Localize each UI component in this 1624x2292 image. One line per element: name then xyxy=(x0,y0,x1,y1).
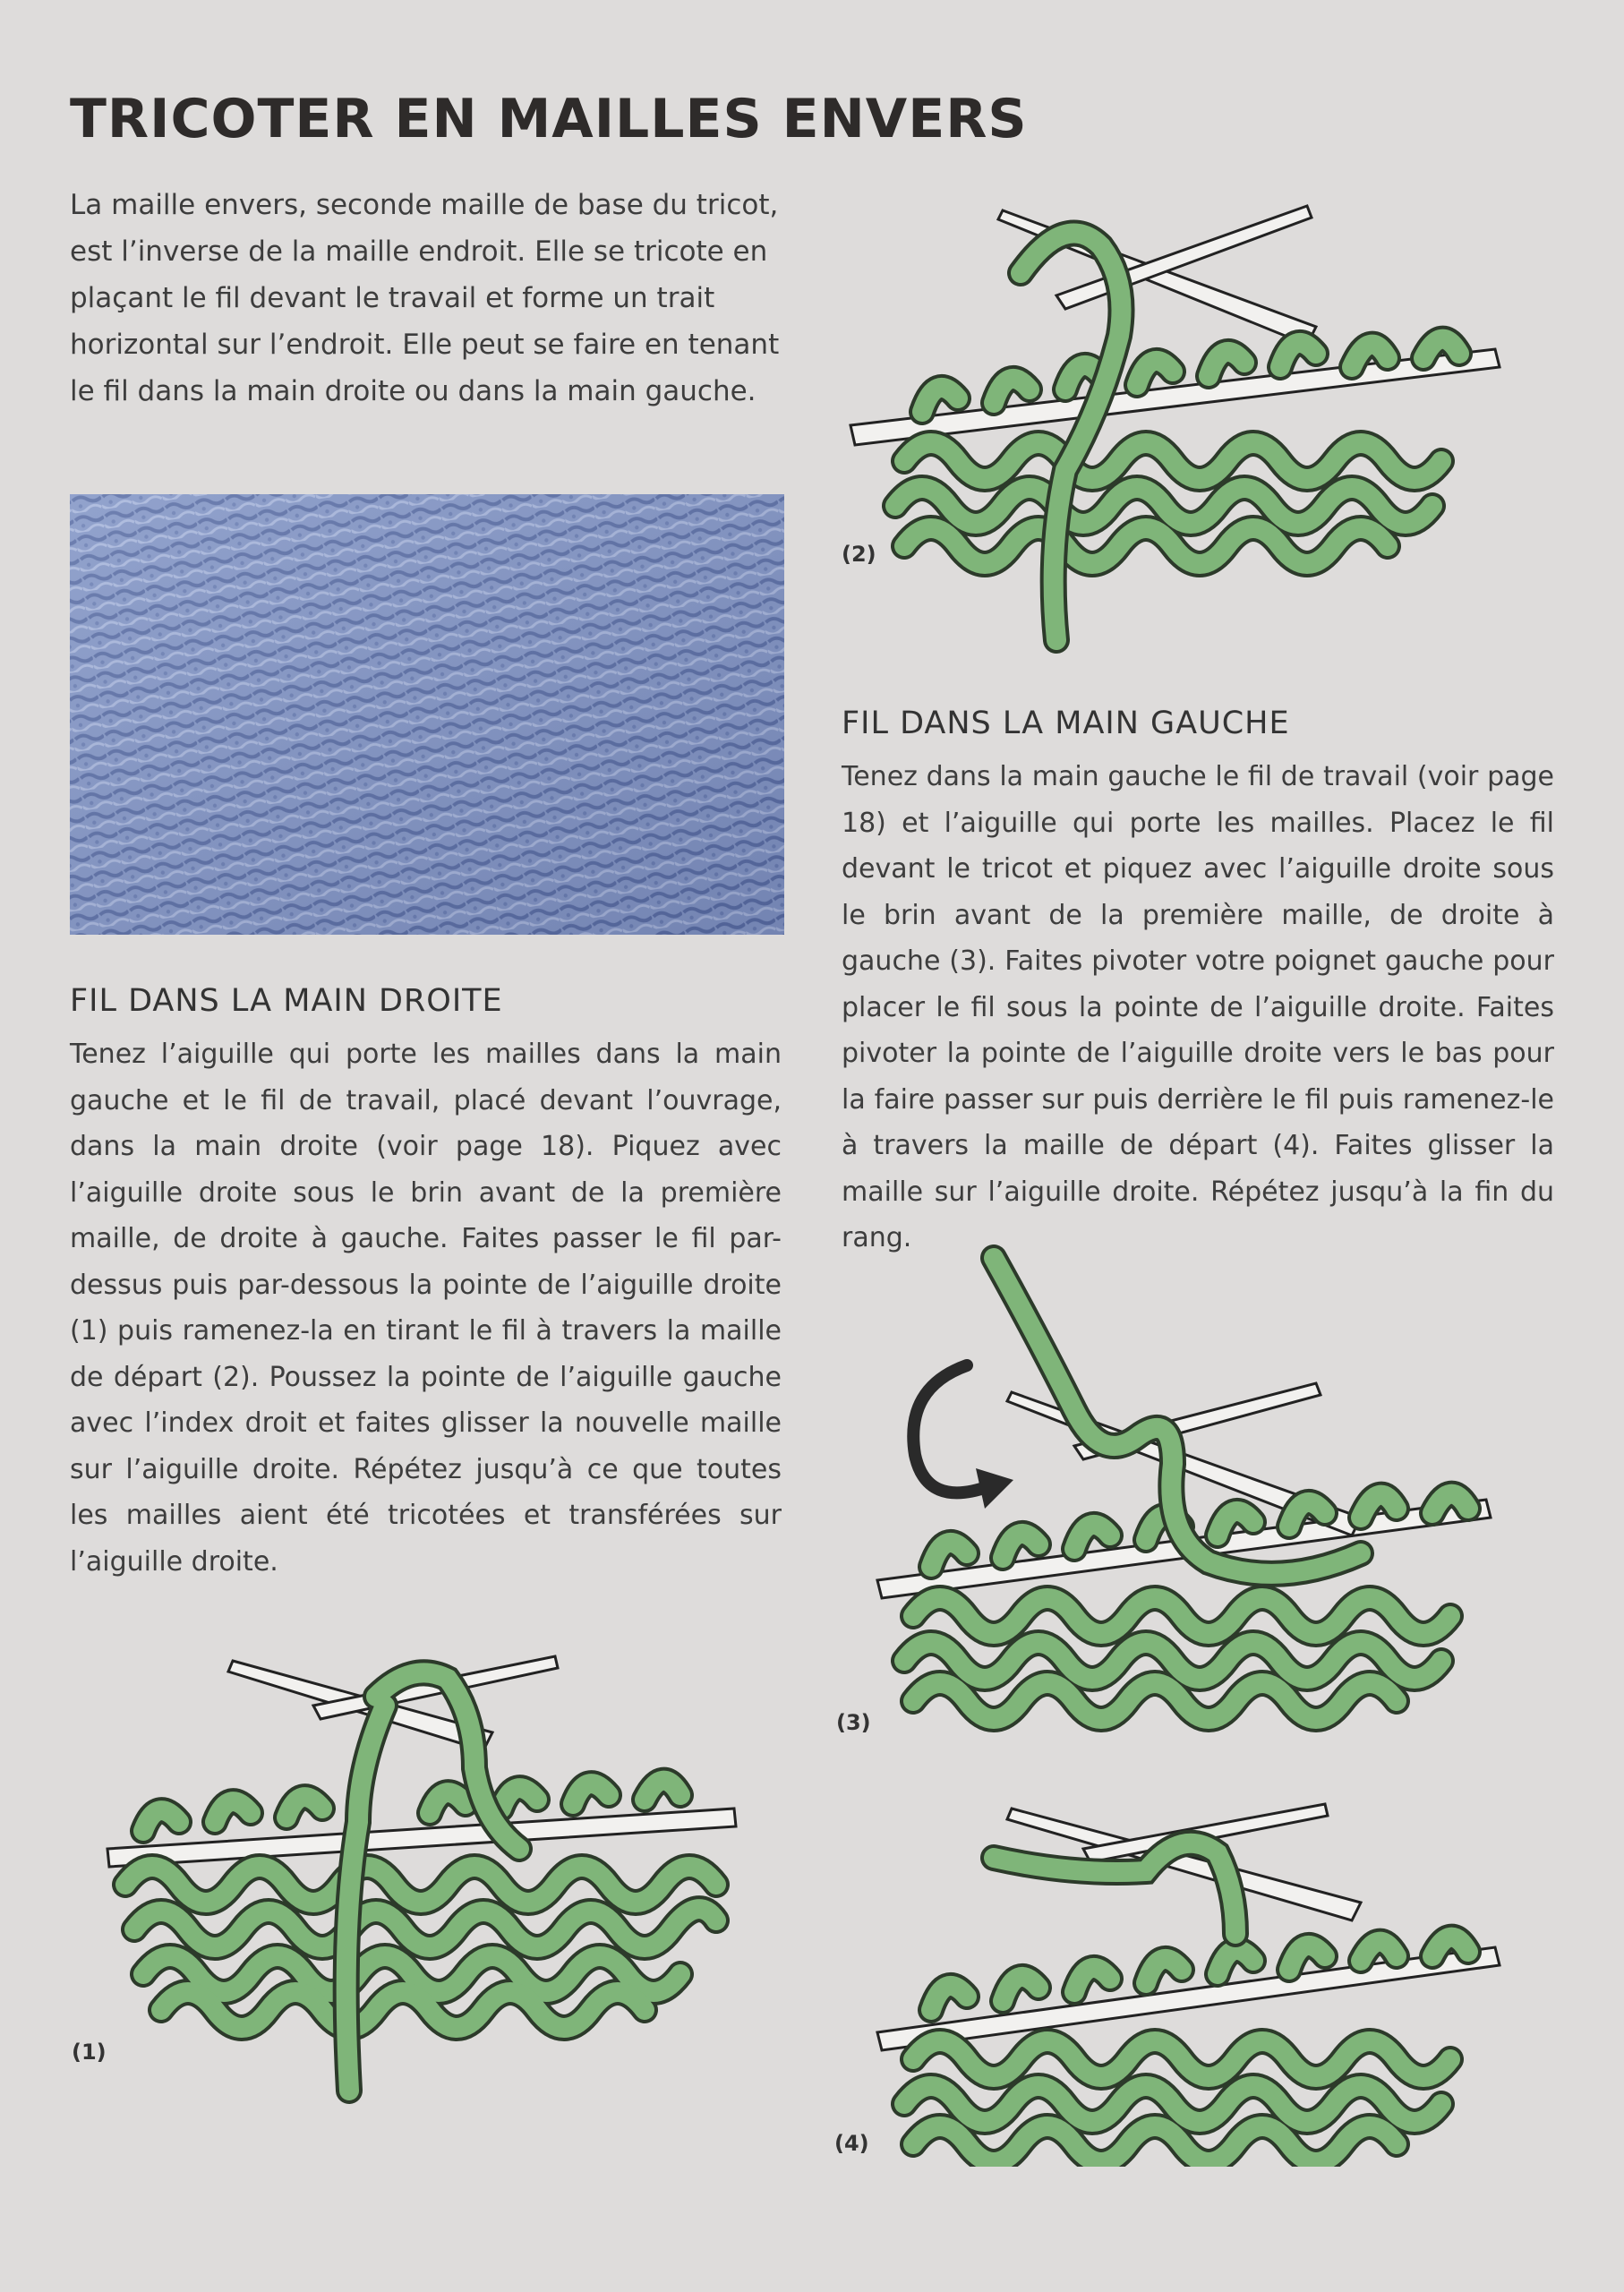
figure-2-label: (2) xyxy=(842,542,876,567)
text-right-hand: Tenez l’aiguille qui porte les mailles dans la main gauche et le fil de travail, placé devant l’ouvrage, dans la main droite (voir page 18). Piquez avec l’aiguille droite sous le brin avant de la première maille, de droite à gauche. Faites passer le fil par-dessus puis par-dessous la pointe de l’aiguille droite (1) puis ramenez-la en tirant le fil à travers la maille de départ (2). Poussez la pointe de l’aiguille gauche avec l’index droit et faites glisser la nouvelle maille sur l’aiguille droite. Répétez jusqu’à ce que toutes les mailles aient été tricotées et transférées sur l’aiguille droite. xyxy=(70,1039,782,1578)
page-title: TRICOTER EN MAILLES ENVERS xyxy=(70,88,1028,150)
figure-1-label: (1) xyxy=(72,2040,107,2065)
figure-3-illustration xyxy=(859,1240,1504,1741)
heading-right-hand: FIL DANS LA MAIN DROITE xyxy=(70,983,503,1019)
heading-left-hand: FIL DANS LA MAIN GAUCHE xyxy=(842,706,1290,741)
figure-4-label: (4) xyxy=(834,2131,869,2156)
needle-right xyxy=(998,206,1316,345)
figure-3-label: (3) xyxy=(836,1710,871,1735)
curved-arrow-icon xyxy=(913,1365,1013,1509)
figure-1-illustration xyxy=(90,1643,752,2108)
text-left-hand: Tenez dans la main gauche le fil de travail (voir page 18) et l’aiguille qui porte les mailles. Placez le fil devant le tricot et piquez avec l’aiguille droite sous le brin avant de la première maille, de droite à gauche (3). Faites pivoter votre poignet gauche pour placer le fil sous la pointe de l’aiguille droite. Faites pivoter la pointe de l’aiguille droite vers le bas pour la faire passer sur puis derrière le fil puis ramenez-le à travers la maille de départ (4). Faites glisser la maille sur l’aiguille droite. Répétez jusqu’à la fin du rang. xyxy=(842,761,1554,1253)
figure-2-illustration xyxy=(833,192,1513,658)
knitted-swatch-photo xyxy=(70,494,784,935)
intro-paragraph: La maille envers, seconde maille de base du tricot, est l’inverse de la maille endroit. Elle se tricote en plaçant le fil devant le travail et forme un trait horizontal sur l’endroit. Elle peut se faire en tenant le fil dans la main droite ou dans la main gauche. xyxy=(70,189,780,407)
figure-4-illustration xyxy=(859,1791,1513,2167)
